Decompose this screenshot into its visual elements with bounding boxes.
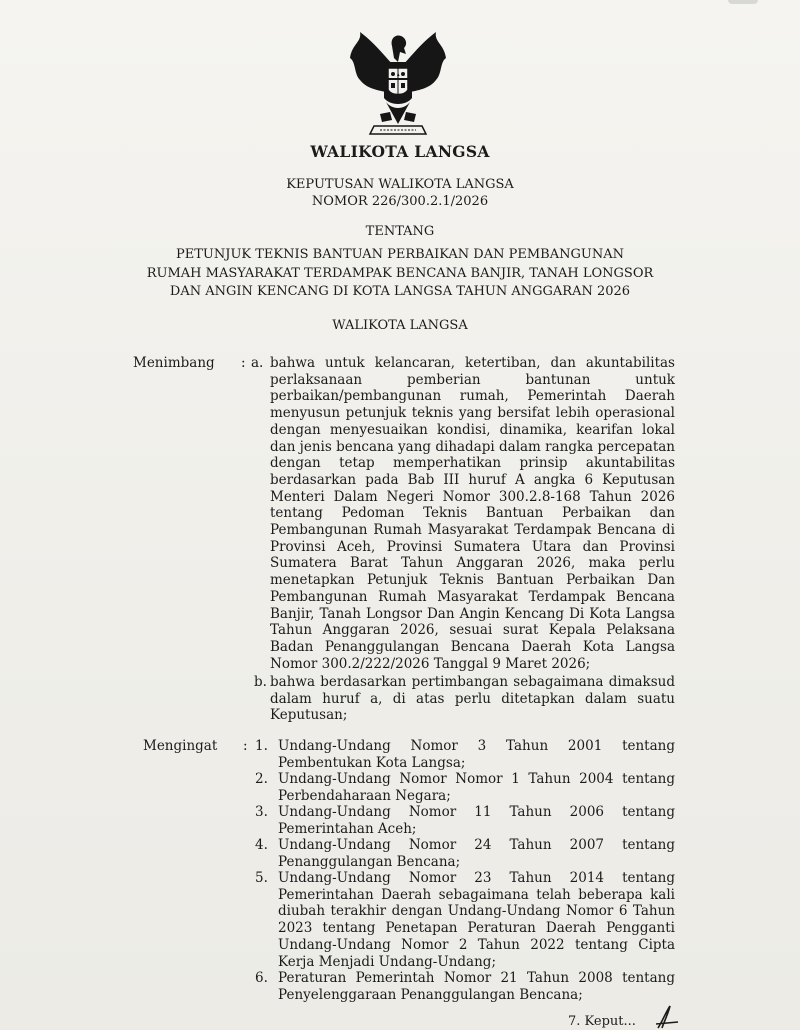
menimbang-label: Menimbang — [133, 355, 215, 371]
garuda-emblem-icon — [346, 28, 450, 140]
mengingat-item-line: Undang-Undang Nomor 3 Tahun 2001 tentang — [278, 738, 675, 754]
mengingat-item-2-marker: 2. — [255, 771, 268, 787]
mengingat-item-line: Peraturan Pemerintah Nomor 21 Tahun 2008 tentang — [278, 970, 675, 986]
mengingat-item-line: Undang-Undang Nomor 11 Tahun 2006 tentang — [278, 804, 675, 820]
mengingat-item-2 — [278, 771, 675, 804]
mengingat-item-3 — [278, 804, 675, 837]
signature-mark-icon — [652, 1004, 682, 1030]
mengingat-item-line: Undang-Undang Nomor 23 Tahun 2014 tentang — [278, 870, 675, 886]
mengingat-item-line: Perbendaharaan Negara; — [278, 787, 451, 804]
mengingat-item-line: Penyelenggaraan Penanggulangan Bencana; — [278, 986, 583, 1003]
page-corner-tab — [728, 0, 758, 4]
menimbang-colon: : — [241, 355, 246, 371]
subject-line: RUMAH MASYARAKAT TERDAMPAK BENCANA BANJIR, TANAH LONGSOR — [146, 265, 654, 281]
mengingat-item-6 — [278, 970, 675, 1003]
subject-line: DAN ANGIN KENCANG DI KOTA LANGSA TAHUN ANGGARAN 2026 — [169, 284, 631, 299]
mengingat-item-line: Pemerintahan Daerah sebagaimana telah beberapa kali diubah terakhir dengan Undang-Undang Nomor 6 Tahun 2023 tentang Penetapan Peraturan Daerah Pengganti Undang-Undang Nomor 2 Tahun 2022 tentang Cipta Kerja Menjadi Undang-Undang; — [278, 886, 675, 970]
menimbang-item-b-marker: b. — [254, 674, 267, 690]
mengingat-colon: : — [243, 738, 248, 754]
mengingat-item-1-marker: 1. — [255, 738, 268, 754]
issuer-title: WALIKOTA LANGSA — [310, 142, 490, 161]
mengingat-label: Mengingat — [143, 738, 218, 754]
tentang-heading: TENTANG — [365, 224, 435, 239]
mengingat-item-4-marker: 4. — [255, 837, 268, 853]
subject-line: PETUNJUK TEKNIS BANTUAN PERBAIKAN DAN PEMBANGUNAN — [176, 247, 624, 262]
menimbang-item-a-marker: a. — [251, 355, 264, 371]
mengingat-item-line: Undang-Undang Nomor 24 Tahun 2007 tentang — [278, 837, 675, 853]
mengingat-item-line: Undang-Undang Nomor Nomor 1 Tahun 2004 tentang — [278, 771, 675, 787]
page-continuation: 7. Keput... — [568, 1014, 636, 1029]
mengingat-item-line: Pemerintahan Aceh; — [278, 820, 417, 837]
decree-heading — [0, 176, 800, 210]
mengingat-item-5-marker: 5. — [255, 870, 268, 886]
decree-subject — [0, 246, 800, 302]
mengingat-item-3-marker: 3. — [255, 804, 268, 820]
mengingat-item-1 — [278, 738, 675, 771]
mengingat-item-line: Pembentukan Kota Langsa; — [278, 754, 466, 771]
menimbang-item-a-text: bahwa untuk kelancaran, ketertiban, dan akuntabilitas perlaksanaan pemberian bantunan untuk perbaikan/pembangunan rumah, Pemerintah Daerah menyusun petunjuk teknis yang bersifat lebih operasional dengan menyesuaikan kondisi, dinamika, kearifan lokal dan jenis bencana yang dihadapi dalam rangka percepatan dengan tetap memperhatikan prinsip akuntabilitas berdasarkan pada Bab III huruf A angka 6 Keputusan Menteri Dalam Negeri Nomor 300.2.8-168 Tahun 2026 tentang Pedoman Teknis Bantuan Perbaikan dan Pembangunan Rumah Masyarakat Terdampak Bencana di Provinsi Aceh, Provinsi Sumatera Utara dan Provinsi Sumatera Barat Tahun Anggaran 2026, maka perlu menetapkan Petunjuk Teknis Bantuan Perbaikan Dan Pembangunan Rumah Masyarakat Terdampak Bencana Banjir, Tanah Longsor Dan Angin Kencang Di Kota Langsa Tahun Anggaran 2026, sesuai surat Kepala Pelaksana Badan Penanggulangan Bencana Daerah Kota Langsa Nomor 300.2/222/2026 Tanggal 9 Maret 2026; — [270, 355, 675, 672]
decree-number: NOMOR 226/300.2.1/2026 — [311, 194, 489, 209]
decree-title: KEPUTUSAN WALIKOTA LANGSA — [286, 177, 514, 192]
issuer-heading: WALIKOTA LANGSA — [332, 318, 468, 333]
menimbang-item-b-text: bahwa berdasarkan pertimbangan sebagaimana dimaksud dalam huruf a, di atas perlu ditetapkan dalam suatu Keputusan; — [270, 674, 675, 724]
mengingat-item-6-marker: 6. — [255, 970, 268, 986]
mengingat-item-5 — [278, 870, 675, 970]
mengingat-item-line: Penanggulangan Bencana; — [278, 853, 461, 870]
mengingat-item-4 — [278, 837, 675, 870]
